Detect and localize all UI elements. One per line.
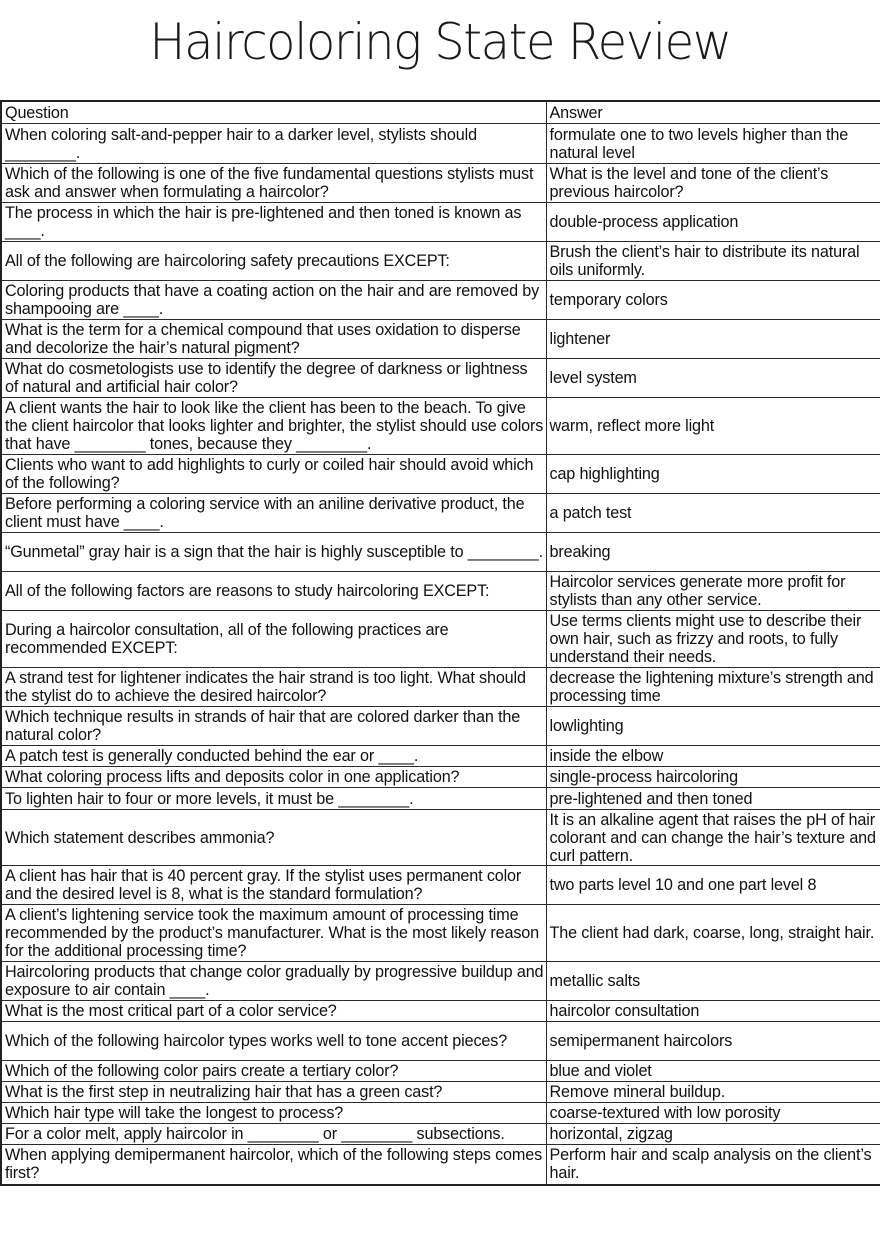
answer-cell: lowlighting	[546, 707, 880, 746]
question-cell: The process in which the hair is pre-lightened and then toned is known as ____.	[1, 203, 546, 242]
question-cell: What coloring process lifts and deposits color in one application?	[1, 767, 546, 788]
question-cell: All of the following are haircoloring safety precautions EXCEPT:	[1, 242, 546, 281]
table-row	[1, 905, 880, 962]
answer-cell: lightener	[546, 320, 880, 359]
table-row	[1, 788, 880, 810]
table-row	[1, 164, 880, 203]
table-header-row	[1, 101, 880, 124]
question-cell: “Gunmetal” gray hair is a sign that the hair is highly susceptible to ________.	[1, 533, 546, 572]
table-row	[1, 320, 880, 359]
table-row	[1, 1082, 880, 1103]
question-cell: What is the first step in neutralizing hair that has a green cast?	[1, 1082, 546, 1103]
question-cell: A patch test is generally conducted behind the ear or ____.	[1, 746, 546, 767]
answer-cell: Use terms clients might use to describe their own hair, such as frizzy and roots, to fully understand their needs.	[546, 611, 880, 668]
answer-cell: horizontal, zigzag	[546, 1124, 880, 1145]
question-cell: When applying demipermanent haircolor, which of the following steps comes first?	[1, 1145, 546, 1185]
table-row	[1, 494, 880, 533]
answer-cell: inside the elbow	[546, 746, 880, 767]
answer-cell: temporary colors	[546, 281, 880, 320]
table-row	[1, 866, 880, 905]
question-cell: What do cosmetologists use to identify the degree of darkness or lightness of natural and artificial hair color?	[1, 359, 546, 398]
table-row	[1, 1145, 880, 1185]
question-cell: All of the following factors are reasons to study haircoloring EXCEPT:	[1, 572, 546, 611]
table-row	[1, 203, 880, 242]
question-cell: A client’s lightening service took the maximum amount of processing time recommended by the product’s manufacturer. What is the most likely reason for the additional processing time?	[1, 905, 546, 962]
answer-cell: decrease the lightening mixture’s strength and processing time	[546, 668, 880, 707]
table-row	[1, 242, 880, 281]
page-title: Haircoloring State Review	[149, 13, 731, 71]
answer-cell: single-process haircoloring	[546, 767, 880, 788]
table-row	[1, 746, 880, 767]
table-row	[1, 810, 880, 866]
question-cell: Haircoloring products that change color gradually by progressive buildup and exposure to air contain ____.	[1, 962, 546, 1001]
question-cell: A strand test for lightener indicates the hair strand is too light. What should the stylist do to achieve the desired haircolor?	[1, 668, 546, 707]
table-row	[1, 1103, 880, 1124]
table-row	[1, 1001, 880, 1022]
question-cell: Before performing a coloring service with an aniline derivative product, the client must have ____.	[1, 494, 546, 533]
table-row	[1, 398, 880, 455]
table-row	[1, 455, 880, 494]
answer-cell: metallic salts	[546, 962, 880, 1001]
table-row	[1, 707, 880, 746]
answer-cell: breaking	[546, 533, 880, 572]
answer-cell: The client had dark, coarse, long, straight hair.	[546, 905, 880, 962]
table-row	[1, 1061, 880, 1082]
question-cell: Which statement describes ammonia?	[1, 810, 546, 866]
question-cell: Which of the following is one of the five fundamental questions stylists must ask and answer when formulating a haircolor?	[1, 164, 546, 203]
table-row	[1, 668, 880, 707]
answer-cell: Remove mineral buildup.	[546, 1082, 880, 1103]
table-row	[1, 962, 880, 1001]
question-cell: To lighten hair to four or more levels, it must be ________.	[1, 788, 546, 810]
answer-cell: formulate one to two levels higher than the natural level	[546, 124, 880, 164]
answer-cell: haircolor consultation	[546, 1001, 880, 1022]
question-cell: What is the term for a chemical compound that uses oxidation to disperse and decolorize the hair’s natural pigment?	[1, 320, 546, 359]
answer-cell: coarse-textured with low porosity	[546, 1103, 880, 1124]
question-cell: Which of the following haircolor types works well to tone accent pieces?	[1, 1022, 546, 1061]
table-row	[1, 572, 880, 611]
table-row	[1, 533, 880, 572]
question-cell: Which technique results in strands of hair that are colored darker than the natural color?	[1, 707, 546, 746]
question-cell: When coloring salt-and-pepper hair to a darker level, stylists should ________.	[1, 124, 546, 164]
table-row	[1, 359, 880, 398]
column-header-answer: Answer	[546, 101, 880, 124]
question-cell: Which hair type will take the longest to process?	[1, 1103, 546, 1124]
answer-cell: a patch test	[546, 494, 880, 533]
table-row	[1, 1022, 880, 1061]
question-cell: For a color melt, apply haircolor in ________ or ________ subsections.	[1, 1124, 546, 1145]
answer-cell: double-process application	[546, 203, 880, 242]
answer-cell: pre-lightened and then toned	[546, 788, 880, 810]
question-cell: During a haircolor consultation, all of the following practices are recommended EXCEPT:	[1, 611, 546, 668]
answer-cell: warm, reflect more light	[546, 398, 880, 455]
table-row	[1, 281, 880, 320]
table-body	[1, 124, 880, 1185]
table-row	[1, 611, 880, 668]
answer-cell: It is an alkaline agent that raises the pH of hair colorant and can change the hair’s texture and curl pattern.	[546, 810, 880, 866]
question-cell: Coloring products that have a coating action on the hair and are removed by shampooing are ____.	[1, 281, 546, 320]
question-cell: A client wants the hair to look like the client has been to the beach. To give the client haircolor that looks lighter and brighter, the stylist should use colors that have ________ tones, because they ________.	[1, 398, 546, 455]
review-table	[0, 100, 880, 1186]
answer-cell: two parts level 10 and one part level 8	[546, 866, 880, 905]
answer-cell: What is the level and tone of the client’s previous haircolor?	[546, 164, 880, 203]
answer-cell: level system	[546, 359, 880, 398]
answer-cell: cap highlighting	[546, 455, 880, 494]
answer-cell: blue and violet	[546, 1061, 880, 1082]
answer-cell: semipermanent haircolors	[546, 1022, 880, 1061]
table-row	[1, 1124, 880, 1145]
question-cell: Which of the following color pairs create a tertiary color?	[1, 1061, 546, 1082]
question-cell: What is the most critical part of a color service?	[1, 1001, 546, 1022]
question-cell: A client has hair that is 40 percent gray. If the stylist uses permanent color and the desired level is 8, what is the standard formulation?	[1, 866, 546, 905]
answer-cell: Haircolor services generate more profit for stylists than any other service.	[546, 572, 880, 611]
answer-cell: Perform hair and scalp analysis on the client’s hair.	[546, 1145, 880, 1185]
table-row	[1, 124, 880, 164]
table-row	[1, 767, 880, 788]
answer-cell: Brush the client’s hair to distribute its natural oils uniformly.	[546, 242, 880, 281]
question-cell: Clients who want to add highlights to curly or coiled hair should avoid which of the following?	[1, 455, 546, 494]
column-header-question: Question	[1, 101, 546, 124]
